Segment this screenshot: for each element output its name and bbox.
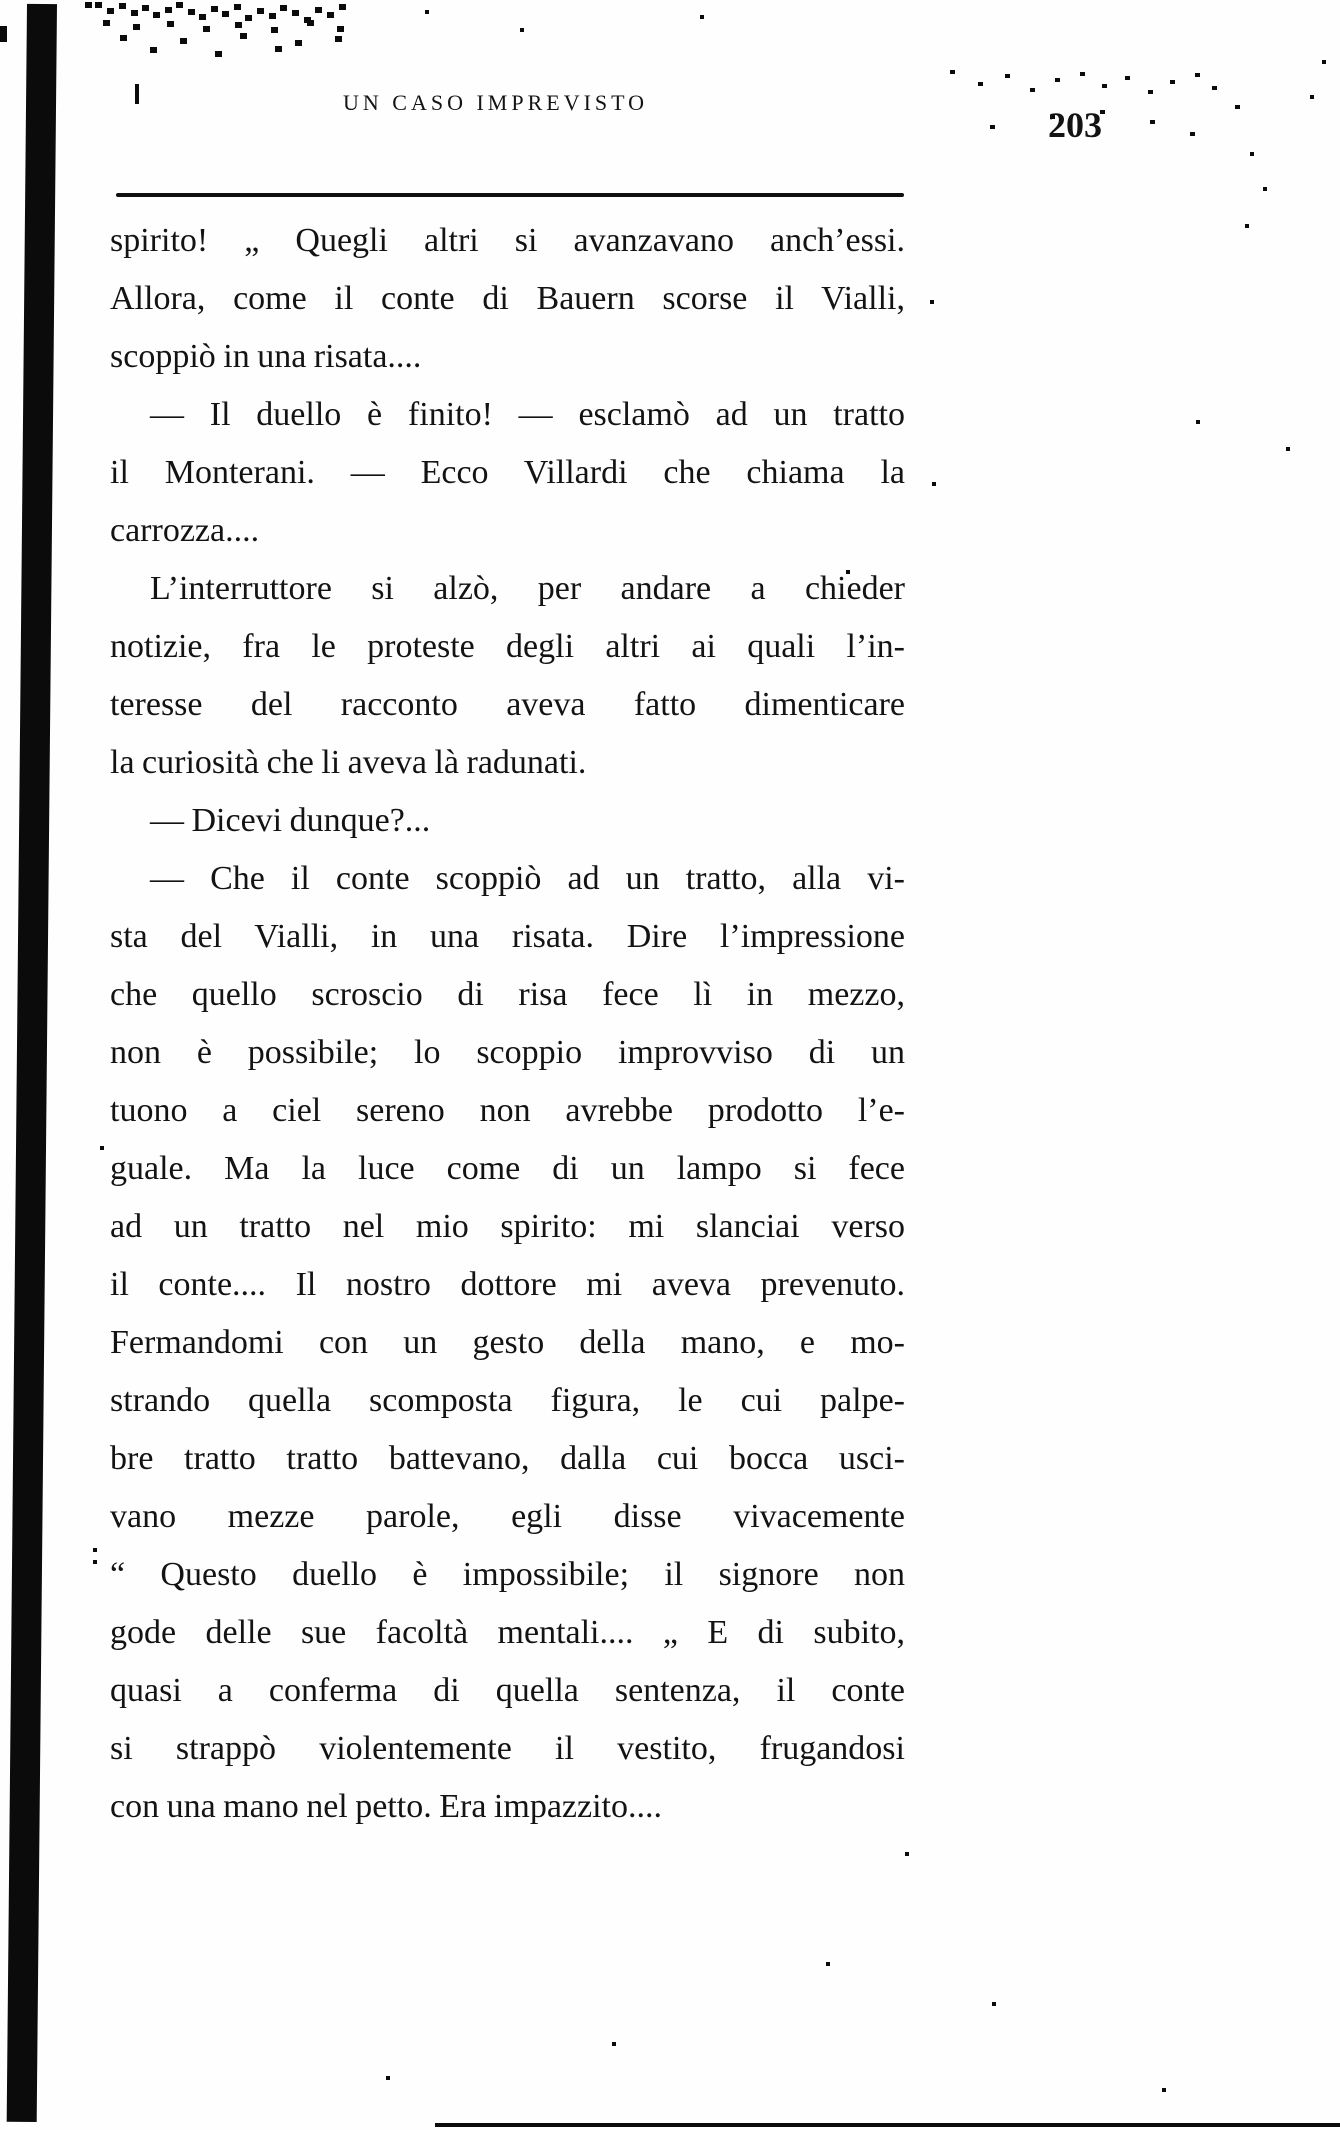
text-line: con una mano nel petto. Era impazzito.... xyxy=(110,1788,662,1825)
running-title: UN CASO IMPREVISTO xyxy=(343,90,649,115)
text-line: tuono a ciel sereno non avrebbe prodotto l’e- xyxy=(110,1092,905,1129)
text-line: vano mezze parole, egli disse vivacemente xyxy=(110,1498,905,1535)
text-line: il conte.... Il nostro dottore mi aveva prevenuto. xyxy=(110,1266,905,1303)
text-line: guale. Ma la luce come di un lampo si fece xyxy=(110,1150,905,1187)
text-line: spirito! „ Quegli altri si avanzavano anch’essi. xyxy=(110,222,905,259)
text-line: — Il duello è finito! — esclamò ad un tratto xyxy=(150,396,905,433)
text-line: ad un tratto nel mio spirito: mi slanciai verso xyxy=(110,1208,905,1245)
text-line: gode delle sue facoltà mentali.... „ E di subito, xyxy=(110,1614,905,1651)
page-number: 203 xyxy=(1048,105,1102,145)
text-line: — Dicevi dunque?... xyxy=(150,802,431,839)
scan-gutter-bar xyxy=(7,4,57,2122)
scan-smudge-top-left xyxy=(85,2,92,8)
text-line: teresse del racconto aveva fatto dimenticare xyxy=(110,686,905,723)
text-line: si strappò violentemente il vestito, frugandosi xyxy=(110,1730,905,1767)
scan-specks xyxy=(0,0,4,4)
text-line: L’interruttore si alzò, per andare a chieder xyxy=(150,570,905,607)
text-line: scoppiò in una risata.... xyxy=(110,338,422,375)
scan-bottom-edge-line xyxy=(435,2123,1340,2127)
text-line: non è possibile; lo scoppio improvviso di un xyxy=(110,1034,905,1071)
text-line: quasi a conferma di quella sentenza, il conte xyxy=(110,1672,905,1709)
text-line: sta del Vialli, in una risata. Dire l’impressione xyxy=(110,918,905,955)
text-line: bre tratto tratto battevano, dalla cui bocca usci- xyxy=(110,1440,905,1477)
scan-tick-mark xyxy=(135,84,139,104)
text-line: “ Questo duello è impossibile; il signore non xyxy=(110,1556,905,1593)
text-line: — Che il conte scoppiò ad un tratto, alla vi- xyxy=(150,860,905,897)
text-line: il Monterani. — Ecco Villardi che chiama la xyxy=(110,454,905,491)
scan-edge-mark xyxy=(0,26,7,42)
text-line: che quello scroscio di risa fece lì in mezzo, xyxy=(110,976,905,1013)
text-line: Fermandomi con un gesto della mano, e mo- xyxy=(110,1324,905,1361)
scan-speckles-top-right xyxy=(950,70,955,74)
text-line: notizie, fra le proteste degli altri ai quali l’in- xyxy=(110,628,905,665)
text-line: Allora, come il conte di Bauern scorse il Vialli, xyxy=(110,280,905,317)
text-line: carrozza.... xyxy=(110,512,260,549)
body-text-block xyxy=(110,212,905,1836)
header-rule xyxy=(116,193,904,197)
text-line: la curiosità che li aveva là radunati. xyxy=(110,744,587,781)
text-line: strando quella scomposta figura, le cui palpe- xyxy=(110,1382,905,1419)
